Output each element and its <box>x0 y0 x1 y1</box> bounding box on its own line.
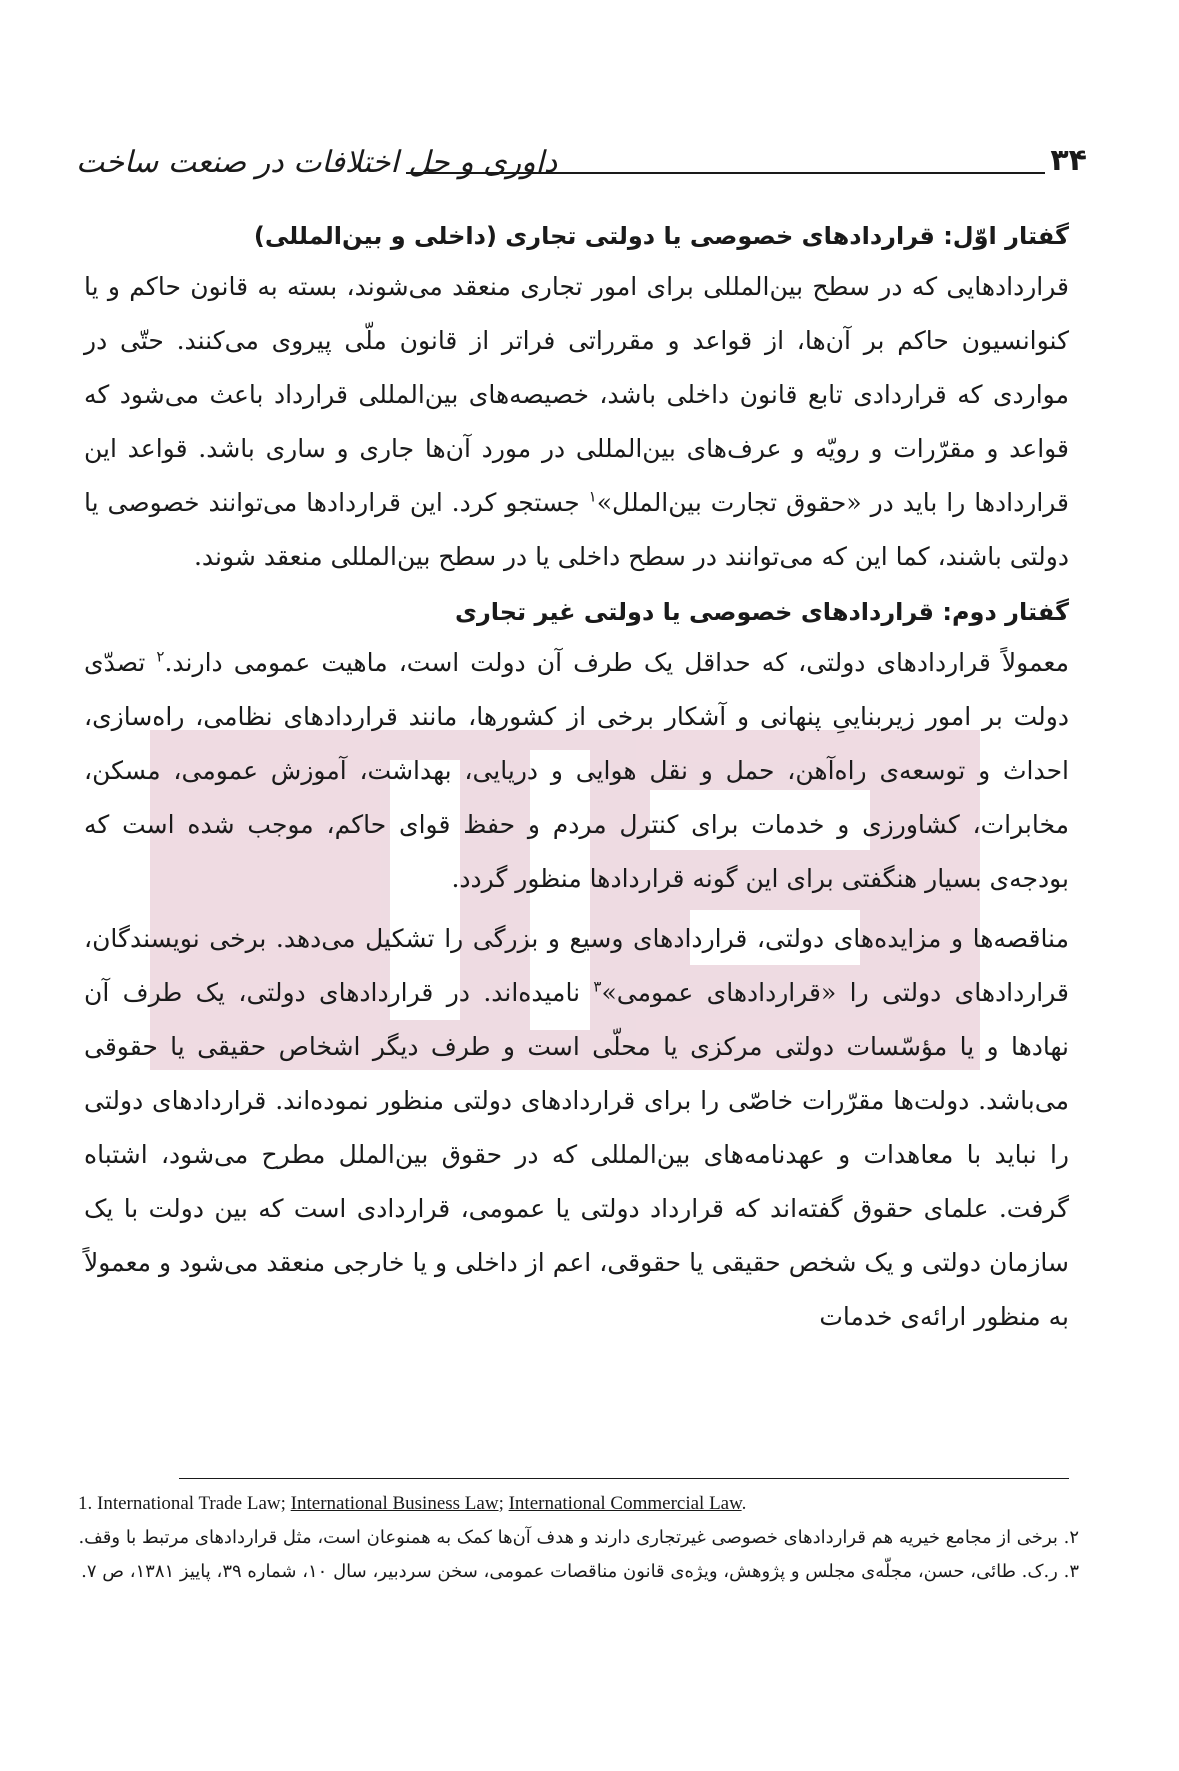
paragraph-text: معمولاً قراردادهای دولتی، که حداقل یک طرف آن دولت است، ماهیت عمومی دارند. <box>164 648 1069 677</box>
section1-paragraph <box>84 260 1069 584</box>
footnote-3: ۳. ر.ک. طائی، حسن، مجلّه‌ی مجلس و پژوهش، ویژه‌ی قانون مناقصات عمومی، سخن سردبیر، سال ۱۰، شماره ۳۹، پاییز ۱۳۸۱، ص ۷. <box>81 1561 1079 1582</box>
footnote-ref-2: ۲ <box>156 647 165 666</box>
section-heading-2: گفتار دوم: قراردادهای خصوصی یا دولتی غیر تجاری <box>454 598 1069 626</box>
footnote-separator: ; <box>280 1493 291 1514</box>
section2-paragraph-1 <box>84 636 1069 906</box>
main-content <box>84 208 1069 1350</box>
paragraph-text: تصدّی دولت بر امور زیربناییِ پنهانی و آشکار برخی از کشورها، مانند قراردادهای نظامی، راه‌سازی، احداث و توسعه‌ی راه‌آهن، حمل و نقل هوایی و دریایی، بهداشت، آموزش عمومی، مسکن، مخابرات، کشاورزی و خدمات برای کنترل مردم و حفظ قوای حاکم، موجب شده است که بودجه‌ی بسیار هنگفتی برای این گونه قراردادها منظور گردد. <box>84 648 1070 893</box>
footnote-1 <box>78 1487 1079 1521</box>
page-header <box>76 140 1087 184</box>
section2-paragraph-2 <box>84 912 1069 1344</box>
footnote-term: International Business Law <box>290 1493 499 1514</box>
footnote-term: International Trade Law <box>97 1493 281 1514</box>
footnote-ref-1: ۱ <box>588 487 597 506</box>
paragraph-text: مناقصه‌ها و مزایده‌های دولتی، قراردادهای وسیع و بزرگی را تشکیل می‌دهد. برخی نویسندگان، قراردادهای دولتی را «قراردادهای عمومی» <box>84 924 1069 1007</box>
footnote-2: ۲. برخی از مجامع خیریه هم قراردادهای خصوصی غیرتجاری دارند و هدف آن‌ها کمک به همنوعان است، مثل قراردادهای مرتبط با وقف. <box>78 1527 1079 1548</box>
footnote-rule <box>179 1478 1069 1479</box>
page-number: ۳۴ <box>1050 143 1087 178</box>
paragraph-text: قراردادهایی که در سطح بین‌المللی برای امور تجاری منعقد می‌شوند، بسته به قانون حاکم و یا کنوانسیون حاکم بر آن‌ها، از قواعد و مقرراتی فراتر از قانون ملّی پیروی می‌کنند. حتّی در مواردی که قراردادی تابع قانون داخلی باشد، خصیصه‌های بین‌المللی قرارداد باعث می‌شود که قواعد و مقرّرات و رویّه و عرف‌های بین‌المللی در مورد آن‌ها جاری و ساری باشد. قواعد این قراردادها را باید در «حقوق تجارت بین‌الملل» <box>84 272 1070 517</box>
footnote-term: International Commercial Law <box>508 1493 742 1514</box>
paragraph-text: نامیده‌اند. در قراردادهای دولتی، یک طرف آن نهادها و یا مؤسّسات دولتی مرکزی یا محلّی است و طرف دیگر اشخاص حقیقی یا حقوقی می‌باشد. دولت‌ها مقرّرات خاصّی را برای قراردادهای دولتی منظور نموده‌اند. قراردادهای دولتی را نباید با معاهدات و عهدنامه‌های بین‌المللی که در حقوق بین‌الملل مطرح می‌شود، اشتباه گرفت. علمای حقوق گفته‌اند که قرارداد دولتی یا عمومی، قراردادی است که بین دولت با یک سازمان دولتی و یک شخص حقیقی یا حقوقی، اعم از داخلی و یا خارجی منعقد می‌شود و معمولاً به منظور ارائه‌ی خدمات <box>84 978 1069 1331</box>
footnote-ref-3: ۳ <box>593 977 602 996</box>
footnotes <box>78 1478 1079 1589</box>
paragraph-text: جستجو کرد. این قراردادها می‌توانند خصوصی یا دولتی باشند، کما این که می‌توانند در سطح داخلی یا در سطح بین‌المللی منعقد شوند. <box>84 488 1069 571</box>
footnote-number: 1. <box>78 1493 97 1514</box>
running-title: داوری و حل اختلافات در صنعت ساخت <box>76 145 558 180</box>
footnote-separator: ; <box>498 1493 509 1514</box>
section-heading-1: گفتار اوّل: قراردادهای خصوصی یا دولتی تجاری (داخلی و بین‌المللی) <box>253 222 1069 250</box>
footnote-end: . <box>741 1493 747 1514</box>
